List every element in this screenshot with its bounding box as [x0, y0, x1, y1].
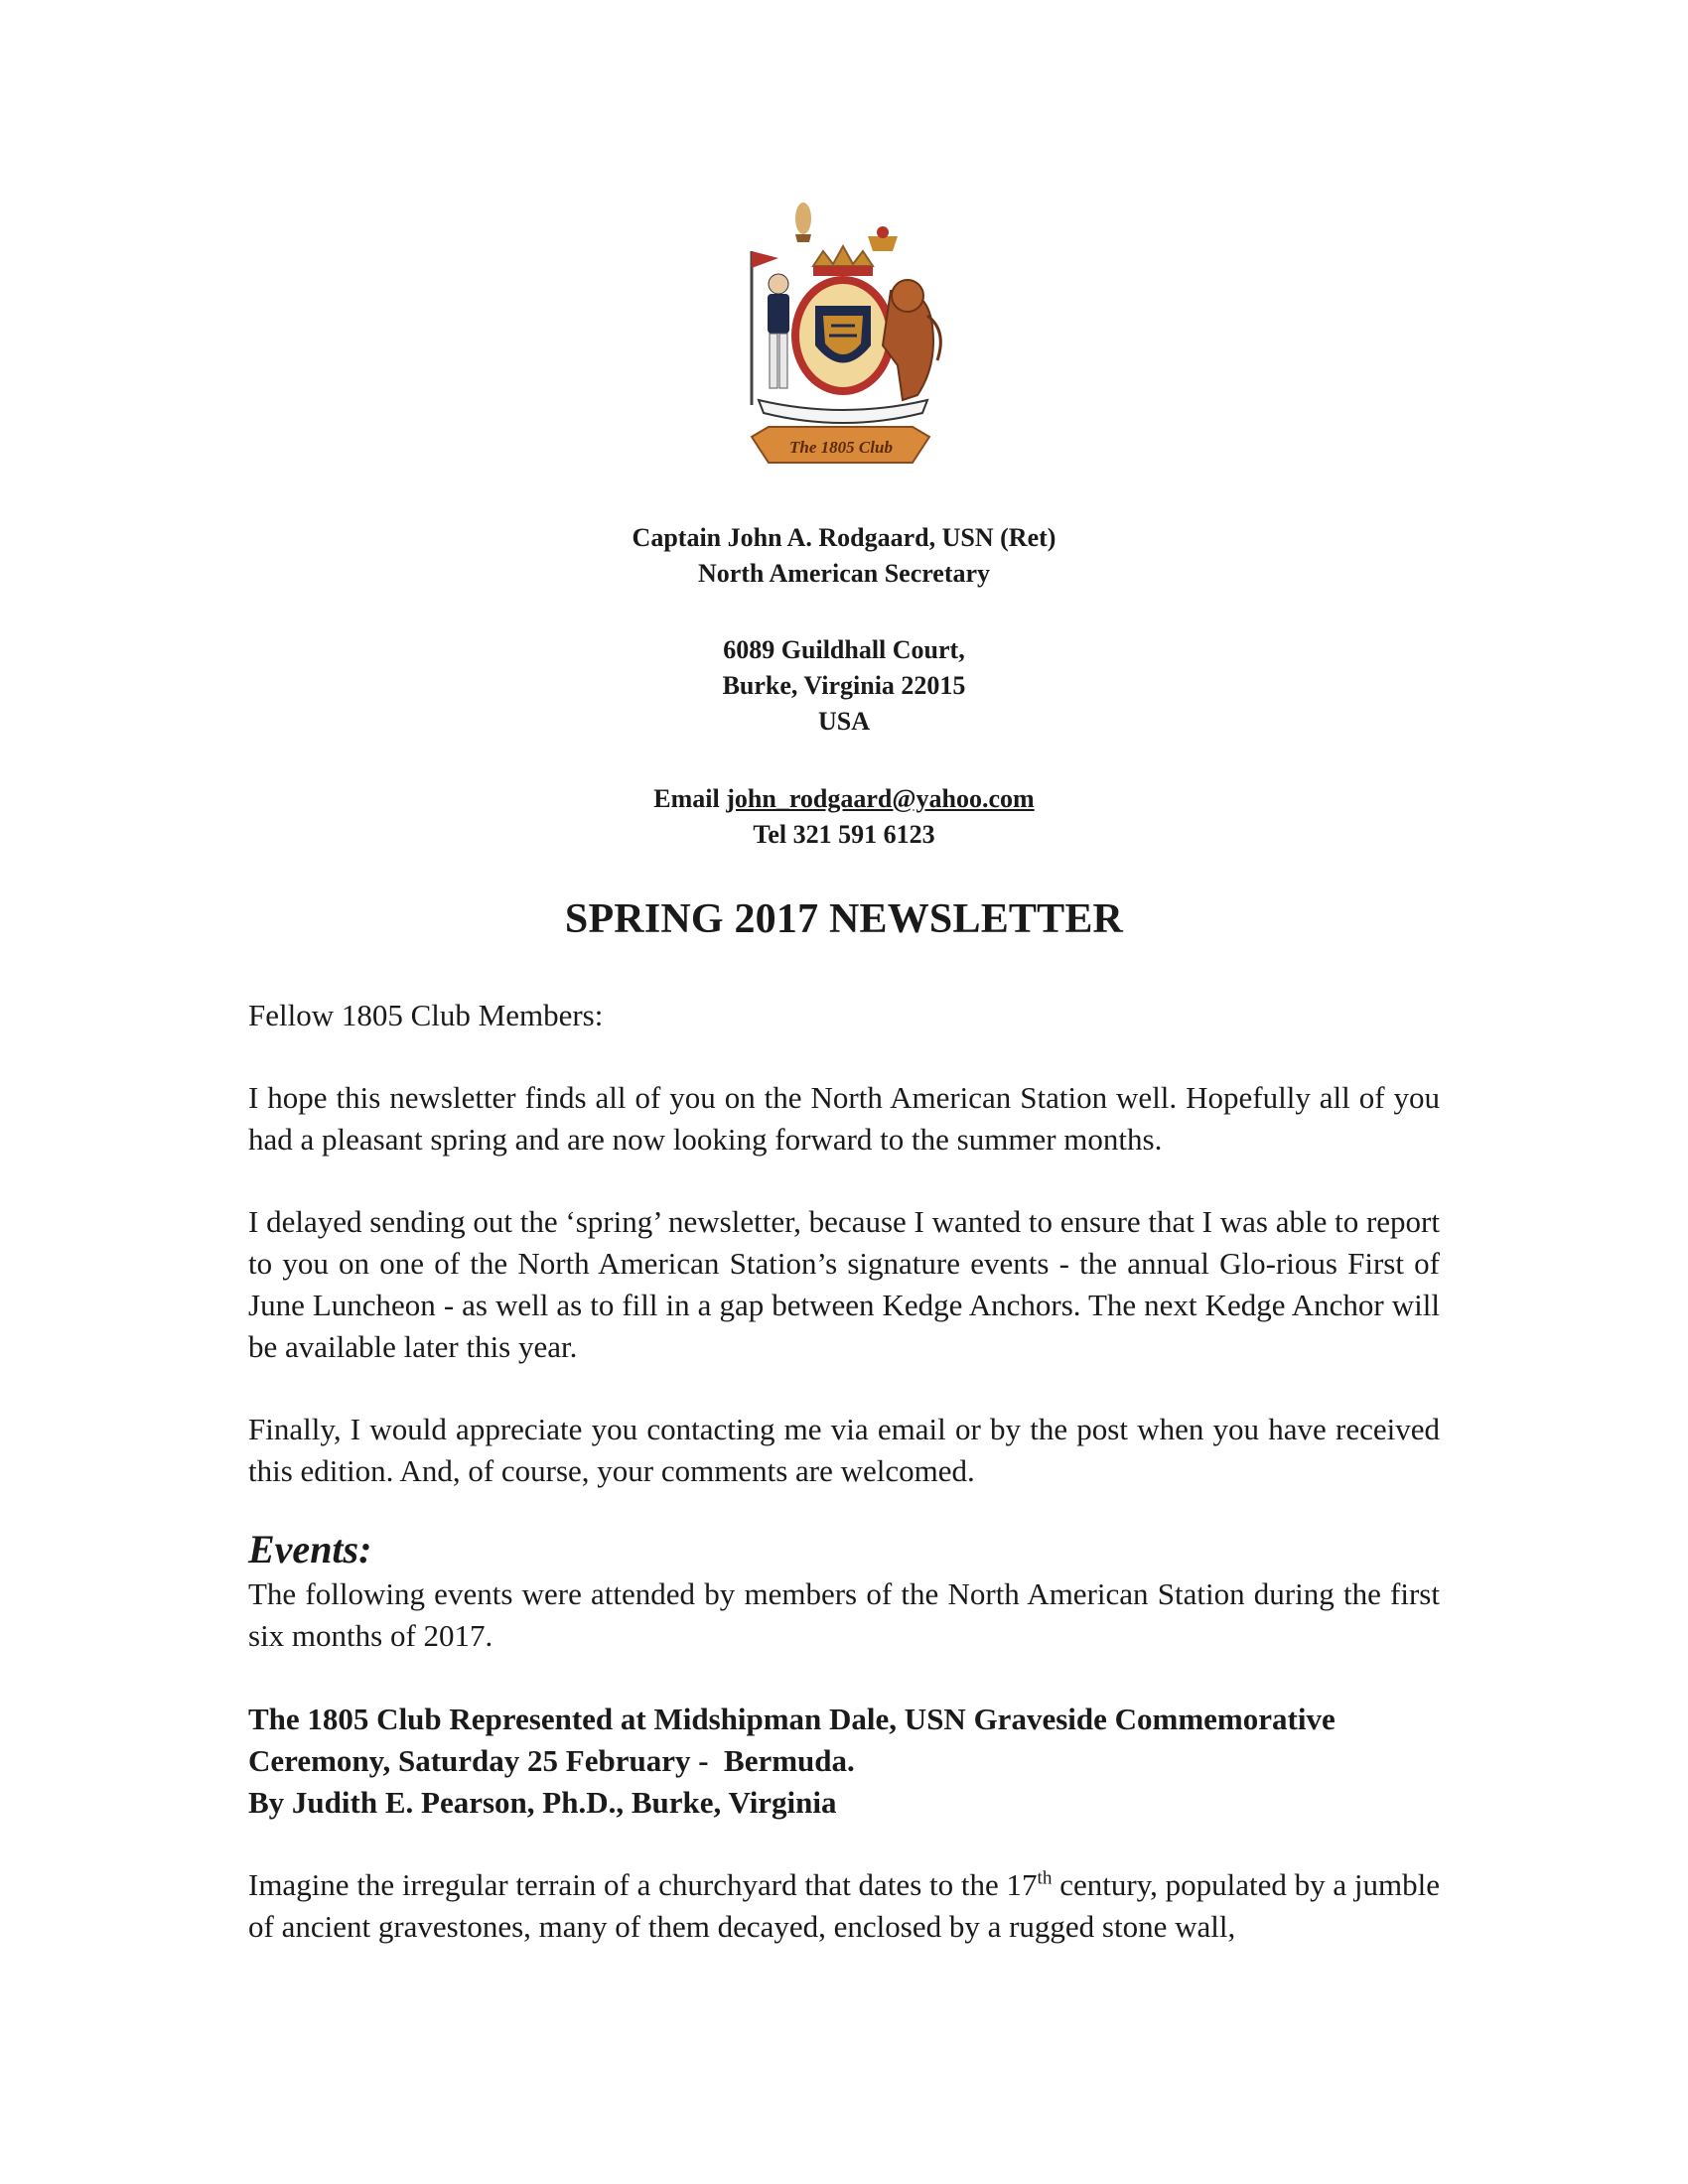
- paragraph-text: Finally, I would appreciate you contacting me via email or by the post when you have received this edition. And, of course, your comments are welcomed.: [248, 1412, 1440, 1488]
- paragraph-text: I hope this newsletter finds all of you on the North American Station well. Hopefully all of you had a pleasant spring and are now looking forward to the summer months.: [248, 1080, 1440, 1157]
- email-link[interactable]: john_rodgaard@yahoo.com: [726, 784, 1035, 813]
- article-body-text: [248, 1864, 1440, 1948]
- greeting-text: Fellow 1805 Club Members:: [248, 998, 604, 1032]
- email-row: [0, 781, 1688, 817]
- events-intro-text: The following events were attended by members of the North American Station during the first six months of 2017.: [248, 1576, 1440, 1653]
- sender-identity: [0, 520, 1688, 592]
- club-crest-icon: [724, 197, 954, 473]
- paragraph-2: [248, 1201, 1440, 1368]
- paragraph-text: I delayed sending out the ‘spring’ newsletter, because I wanted to ensure that I was able to report to you on one of the North American Station’s signature events - the annual Glo-rious First of June Luncheon - as well as to fill in a gap between Kedge Anchors. The next Kedge Anchor will be available later this year.: [248, 1204, 1440, 1364]
- address-country: USA: [817, 707, 870, 736]
- events-intro: [248, 1573, 1440, 1657]
- email-label: Email: [653, 784, 720, 813]
- article-byline: By Judith E. Pearson, Ph.D., Burke, Virginia: [248, 1785, 837, 1820]
- article-body-end: century, populated by a jumble of ancient gravestones, many of them decayed, enclosed by a rugged stone wall,: [248, 1867, 1440, 1944]
- telephone: Tel 321 591 6123: [753, 820, 935, 849]
- article-body: [248, 1864, 1440, 1948]
- newsletter-title: SPRING 2017 NEWSLETTER: [564, 896, 1124, 942]
- article-title-line-2: Ceremony, Saturday 25 February - Bermuda.: [248, 1743, 855, 1778]
- ordinal-suffix: th: [1037, 1867, 1053, 1889]
- paragraph-3: [248, 1409, 1440, 1492]
- article-heading: [248, 1699, 1440, 1824]
- paragraph-1: [248, 1077, 1440, 1160]
- sender-contact: [0, 781, 1688, 853]
- article-body-start: Imagine the irregular terrain of a churchyard that dates to the 17: [248, 1867, 1038, 1902]
- address-line-1: 6089 Guildhall Court,: [723, 635, 965, 664]
- greeting: [248, 995, 1440, 1036]
- events-heading: Events:: [248, 1527, 372, 1571]
- crest-banner-text: The 1805 Club: [789, 438, 893, 457]
- article-title-line-1: The 1805 Club Represented at Midshipman Dale, USN Graveside Commemorative: [248, 1702, 1336, 1736]
- sender-address: [0, 632, 1688, 740]
- sender-position: North American Secretary: [697, 559, 991, 588]
- address-line-2: Burke, Virginia 22015: [722, 671, 966, 700]
- sender-name: Captain John A. Rodgaard, USN (Ret): [632, 523, 1056, 552]
